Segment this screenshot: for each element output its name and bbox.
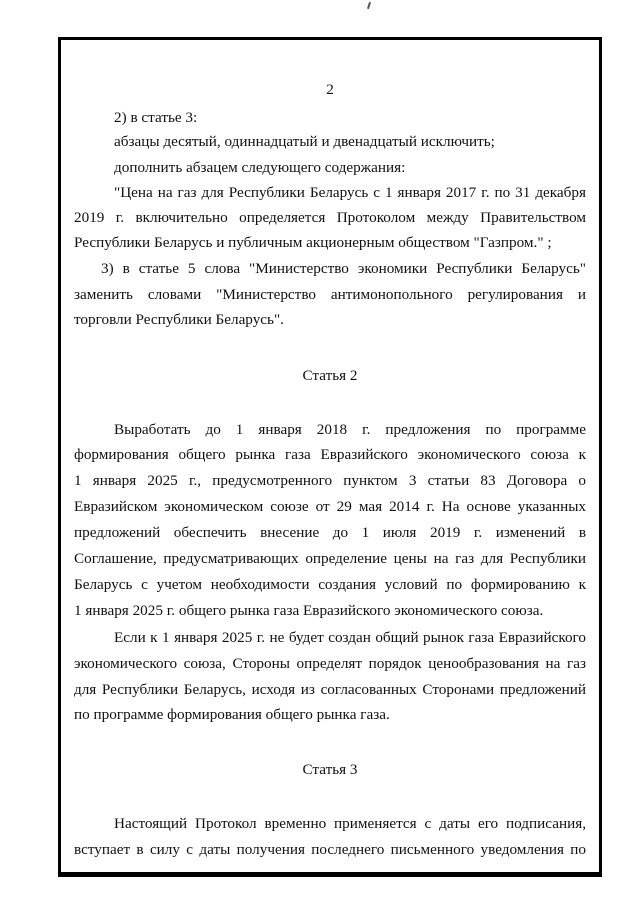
scan-artifact xyxy=(367,2,371,9)
paragraph-line xyxy=(74,652,586,676)
article-3-heading: Статья 3 xyxy=(302,761,358,778)
document-page xyxy=(58,37,602,877)
article-3-paragraph-1 xyxy=(114,812,586,836)
paragraph-line-text: предложений обеспечить внесение до 1 июля 2019 г. изменений в xyxy=(74,524,586,541)
paragraph-line xyxy=(74,678,586,702)
paragraph-line-text: Беларусь с учетом необходимости создания условий по формированию к xyxy=(74,576,586,593)
paragraph-line: абзацы десятый, одиннадцатый и двенадцатый исключить; xyxy=(114,133,495,150)
amendment-item-3-text: 3) в статье 5 слова "Министерство экономики Республики Беларусь" xyxy=(101,260,586,277)
paragraph-line-text: вступает в силу с даты получения последнего письменного уведомления по xyxy=(74,841,586,858)
amendment-item-2: 2) в статье 3: xyxy=(114,109,198,126)
article-2-heading: Статья 2 xyxy=(302,367,358,384)
page-number: 2 xyxy=(326,81,334,98)
paragraph-line-text: для Республики Беларусь, исходя из согласованных Сторонами предложений xyxy=(74,681,586,698)
paragraph-line xyxy=(74,283,586,307)
paragraph-line xyxy=(74,443,586,467)
quote-line: Республики Беларусь и публичным акционерным обществом "Газпром." ; xyxy=(74,234,552,251)
paragraph-line xyxy=(74,838,586,862)
paragraph-line: торговли Республики Беларусь". xyxy=(74,311,284,328)
quote-line xyxy=(114,181,586,205)
paragraph-line xyxy=(74,573,586,597)
quote-line-text: 2019 г. включительно определяется Протоколом между Правительством xyxy=(74,209,586,226)
paragraph-line-text: 1 января 2025 г., предусмотренного пунктом 3 статьи 83 Договора о xyxy=(74,472,586,489)
paragraph-line xyxy=(74,521,586,545)
paragraph-line-text: формирования общего рынка газа Евразийского экономического союза к xyxy=(74,446,586,463)
paragraph-line-text: Если к 1 января 2025 г. не будет создан общий рынок газа Евразийского xyxy=(114,629,586,646)
paragraph-line xyxy=(74,547,586,571)
paragraph-line: по программе формирования общего рынка газа. xyxy=(74,706,390,723)
paragraph-line-text: заменить словами "Министерство антимонопольного регулирования и xyxy=(74,286,586,303)
paragraph-line-text: экономического союза, Стороны определят порядок ценообразования на газ xyxy=(74,655,586,672)
paragraph-line-text: Евразийском экономическом союзе от 29 мая 2014 г. На основе указанных xyxy=(74,498,586,515)
paragraph-line-text: Соглашение, предусматривающих определение цены на газ для Республики xyxy=(74,550,586,567)
paragraph-line: 1 января 2025 г. общего рынка газа Евразийского экономического союза. xyxy=(74,602,544,619)
quote-line-text: "Цена на газ для Республики Беларусь с 1 января 2017 г. по 31 декабря xyxy=(114,184,586,201)
article-2-paragraph-1 xyxy=(114,418,586,442)
quote-line xyxy=(74,206,586,230)
paragraph-line-text: Настоящий Протокол временно применяется с даты его подписания, xyxy=(114,815,586,832)
paragraph-line xyxy=(74,469,586,493)
paragraph-line xyxy=(74,495,586,519)
paragraph-line-text: Выработать до 1 января 2018 г. предложения по программе xyxy=(114,421,586,438)
amendment-item-3 xyxy=(101,257,586,281)
paragraph-line: дополнить абзацем следующего содержания: xyxy=(114,159,406,176)
article-2-paragraph-2 xyxy=(114,626,586,650)
